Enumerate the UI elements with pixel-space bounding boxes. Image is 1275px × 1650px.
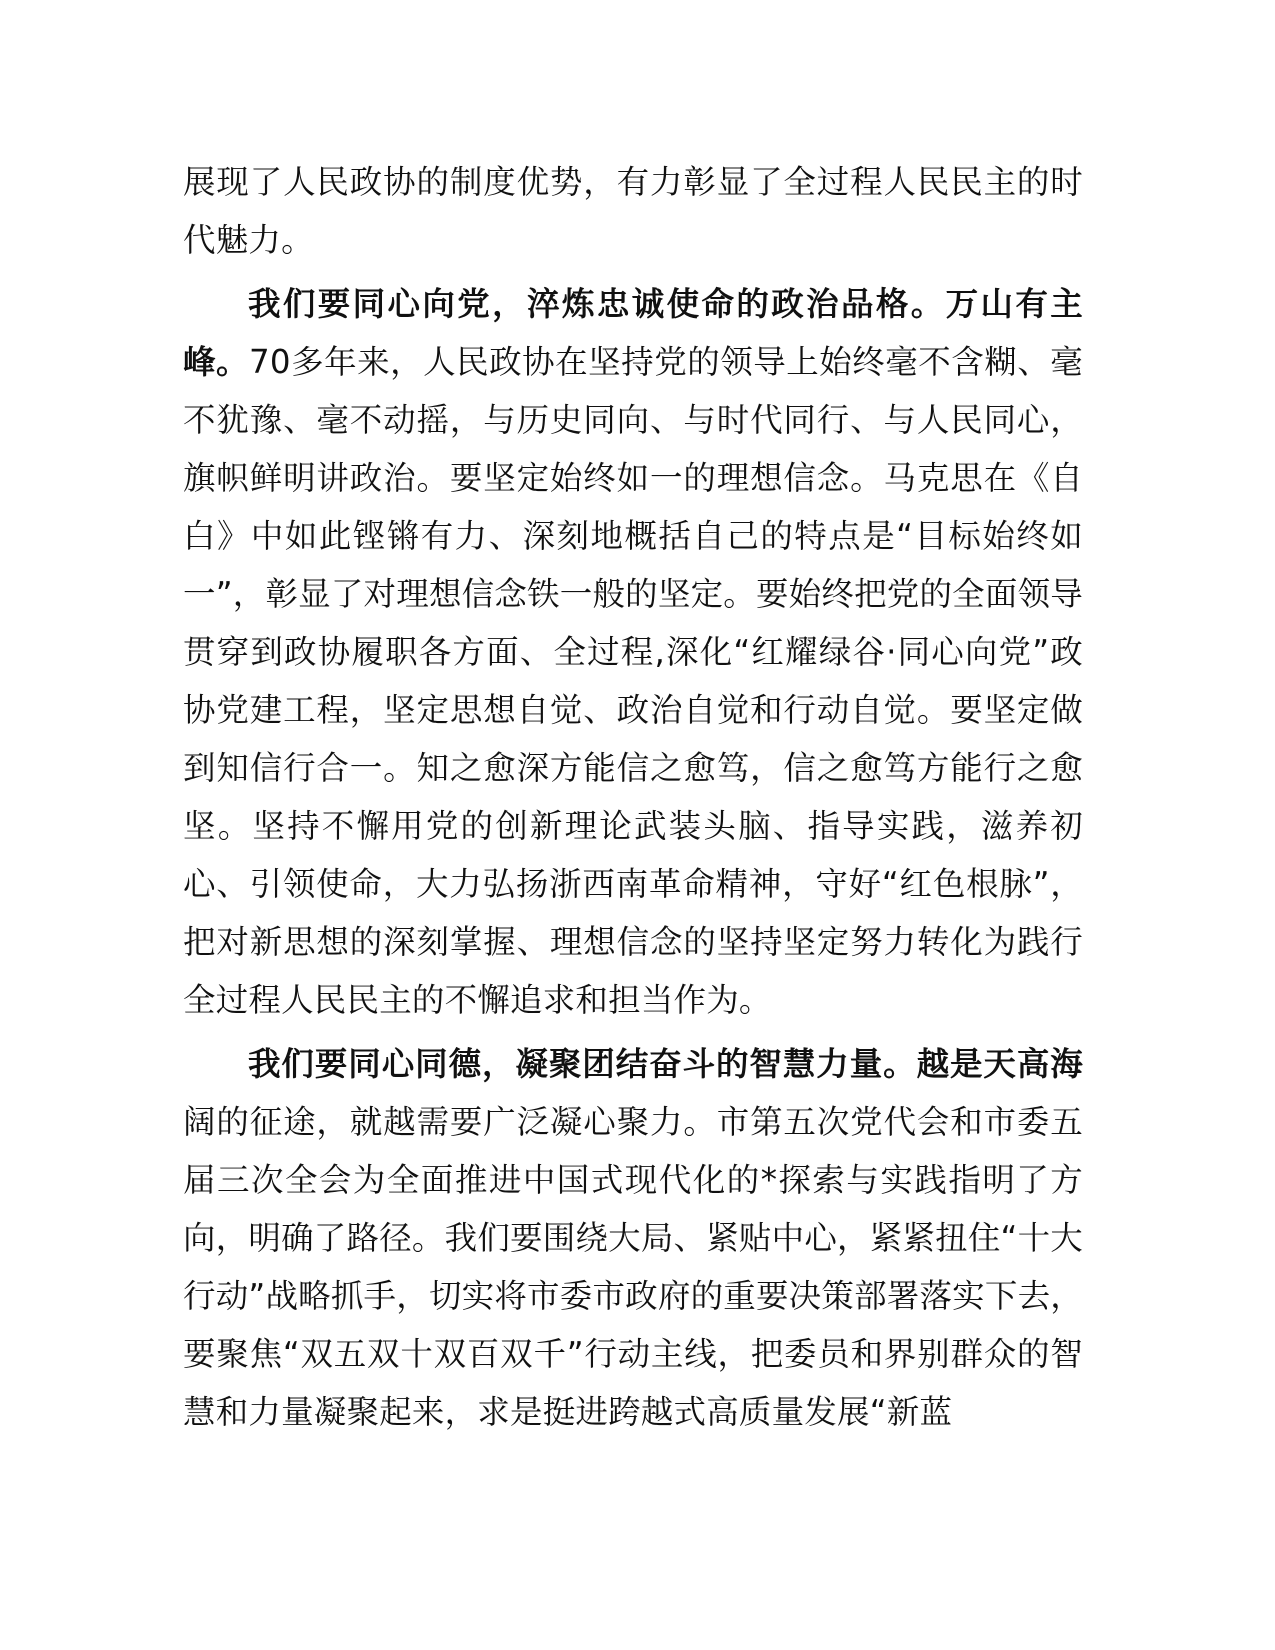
paragraph-1 xyxy=(183,153,1083,269)
paragraph-2 xyxy=(183,275,1083,1029)
document-body xyxy=(183,153,1083,1447)
paragraph-1-text: 展现了人民政协的制度优势，有力彰显了全过程人民民主的时代魅力。 xyxy=(183,163,1083,259)
paragraph-3-heading: 我们要同心同德，凝聚团结奋斗的智慧力量。越是天高海 xyxy=(248,1045,1083,1083)
paragraph-3 xyxy=(183,1035,1083,1441)
paragraph-2-heading: 我们要同心向党，淬炼忠诚使命的政治品格。万山有主峰。 xyxy=(183,285,1083,381)
paragraph-3-body: 阔的征途，就越需要广泛凝心聚力。市第五次党代会和市委五届三次全会为全面推进中国式现代化的*探索与实践指明了方向，明确了路径。我们要围绕大局、紧贴中心，紧紧扭住“十大行动”战略抓手，切实将市委市政府的重要决策部署落实下去，要聚焦“双五双十双百双千”行动主线，把委员和界别群众的智慧和力量凝聚起来，求是挺进跨越式高质量发展“新蓝 xyxy=(183,1103,1083,1431)
paragraph-2-body: 70多年来，人民政协在坚持党的领导上始终毫不含糊、毫不犹豫、毫不动摇，与历史同向、与时代同行、与人民同心，旗帜鲜明讲政治。要坚定始终如一的理想信念。马克思在《自白》中如此铿锵有力、深刻地概括自己的特点是“目标始终如一”，彰显了对理想信念铁一般的坚定。要始终把党的全面领导贯穿到政协履职各方面、全过程,深化“红耀绿谷·同心向党”政协党建工程，坚定思想自觉、政治自觉和行动自觉。要坚定做到知信行合一。知之愈深方能信之愈笃，信之愈笃方能行之愈坚。坚持不懈用党的创新理论武装头脑、指导实践，滋养初心、引领使命，大力弘扬浙西南革命精神，守好“红色根脉”，把对新思想的深刻掌握、理想信念的坚持坚定努力转化为践行全过程人民民主的不懈追求和担当作为。 xyxy=(183,343,1084,1019)
